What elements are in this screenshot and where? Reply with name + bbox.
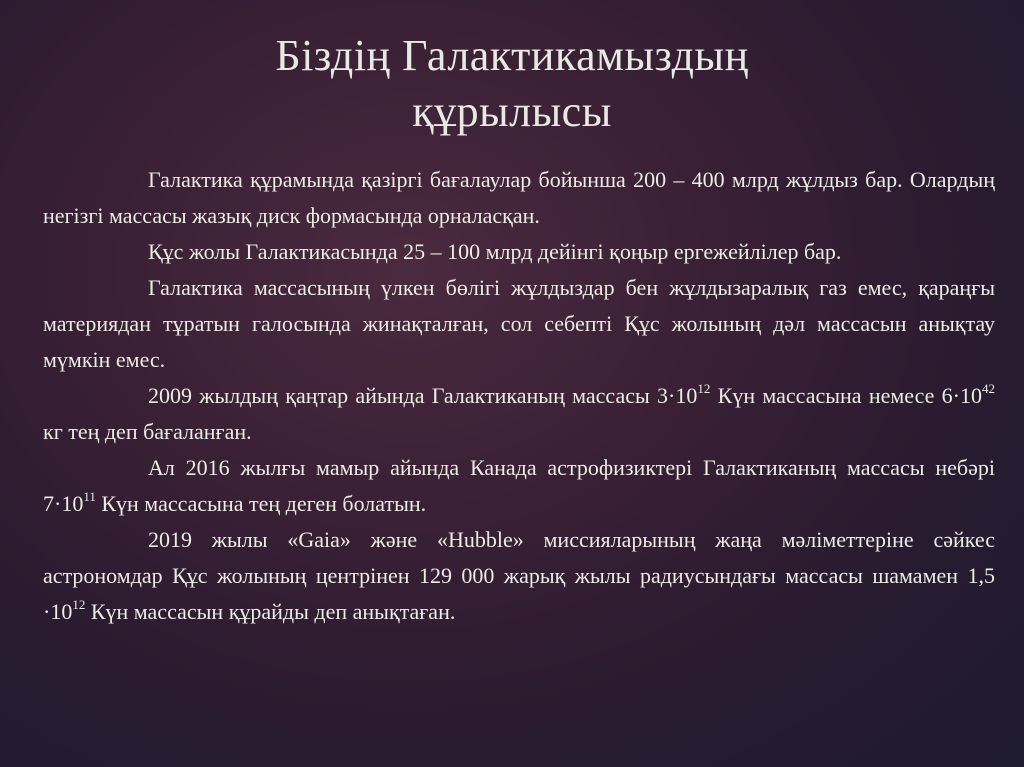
paragraph-4 xyxy=(43,378,995,450)
paragraph-6-text-b: Күн массасын құрайды деп анықтаған. xyxy=(85,599,456,624)
paragraph-4-text-c: кг тең деп бағаланған. xyxy=(43,419,252,444)
paragraph-5 xyxy=(43,450,995,522)
paragraph-4-exponent-1: 12 xyxy=(697,380,711,396)
paragraph-6-exponent: 12 xyxy=(72,596,86,612)
paragraph-3: Галактика массасының үлкен бөлігі жұлдыздар бен жұлдызаралық газ емес, қараңғы материядан тұратын галосында жинақталған, сол себепті Құс жолының дәл массасын анықтау мүмкін емес. xyxy=(43,275,995,372)
paragraph-4-exponent-2: 42 xyxy=(982,380,996,396)
paragraph-4-text-a: 2009 жылдың қаңтар айында Галактиканың массасы 3·10 xyxy=(148,383,698,408)
paragraph-6 xyxy=(43,522,995,630)
paragraph-4-text-b: Күн массасына немесе 6·10 xyxy=(710,383,983,408)
title-line-1: Біздің Галактикамыздың xyxy=(275,31,749,80)
paragraph-6-text-a: 2019 жылы «Gaia» және «Hubble» миссияларының жаңа мәліметтеріне сәйкес астрономдар Құс жолының центрінен 129 000 жарық жылы радиусындағы массасы шамамен 1,5 ·10 xyxy=(43,527,995,624)
slide-body xyxy=(43,162,995,630)
slide-title xyxy=(100,28,924,140)
paragraph-5-text-a: Ал 2016 жылғы мамыр айында Канада астрофизиктері Галактиканың массасы небәрі 7·10 xyxy=(43,455,995,516)
paragraph-1: Галактика құрамында қазіргі бағалаулар бойынша 200 – 400 млрд жұлдыз бар. Олардың негізгі массасы жазық диск формасында орналасқан. xyxy=(43,167,995,228)
paragraph-5-text-b: Күн массасына тең деген болатын. xyxy=(95,491,427,516)
paragraph-5-exponent: 11 xyxy=(83,488,96,504)
paragraph-2: Құс жолы Галактикасында 25 – 100 млрд дейінгі қоңыр ергежейлілер бар. xyxy=(148,239,842,264)
title-line-2: құрылысы xyxy=(412,87,612,136)
